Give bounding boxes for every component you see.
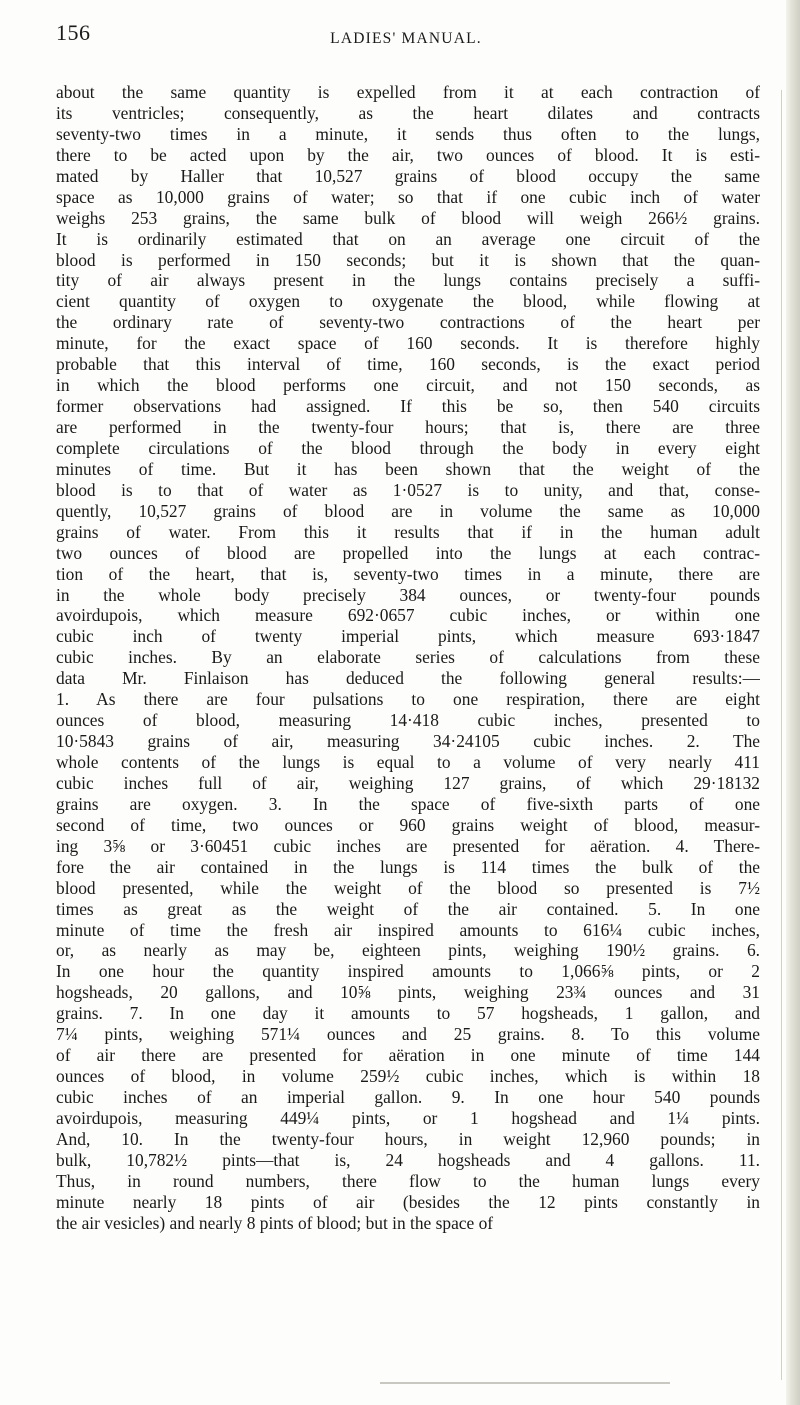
text-line: minute nearly 18 pints of air (besides the 12 pints constantly in [56, 1191, 760, 1212]
text-line: seventy-two times in a minute, it sends thus often to the lungs, [56, 123, 760, 144]
text-line: ounces of blood, measuring 14·418 cubic inches, presented to [56, 710, 760, 731]
text-line: bulk, 10,782½ pints—that is, 24 hogsheads and 4 gallons. 11. [56, 1149, 760, 1170]
text-line: its ventricles; consequently, as the heart dilates and contracts [56, 102, 760, 123]
text-line: It is ordinarily estimated that on an average one circuit of the [56, 228, 760, 249]
text-line: blood is to that of water as 1·0527 is to unity, and that, conse- [56, 479, 760, 500]
text-line: tity of air always present in the lungs contains precisely a suffi- [56, 270, 760, 291]
text-line: cient quantity of oxygen to oxygenate the blood, while flowing at [56, 291, 760, 312]
text-line: times as great as the weight of the air contained. 5. In one [56, 898, 760, 919]
text-line: whole contents of the lungs is equal to a volume of very nearly 411 [56, 752, 760, 772]
text-line: And, 10. In the twenty-four hours, in weight 12,960 pounds; in [56, 1128, 760, 1149]
text-line: hogsheads, 20 gallons, and 10⅝ pints, weighing 23¾ ounces and 31 [56, 982, 760, 1003]
text-line: cubic inches of an imperial gallon. 9. In one hour 540 pounds [56, 1087, 760, 1107]
text-line: 10·5843 grains of air, measuring 34·24105 cubic inches. 2. The [56, 731, 760, 752]
text-line: of air there are presented for aëration in one minute of time 144 [56, 1045, 760, 1066]
text-line: cubic inches full of air, weighing 127 grains, of which 29·18132 [56, 772, 760, 793]
text-line: two ounces of blood are propelled into the lungs at each contrac- [56, 542, 760, 563]
text-line: the ordinary rate of seventy-two contractions of the heart per [56, 312, 760, 333]
text-line: 7¼ pints, weighing 571¼ ounces and 25 grains. 8. To this volume [56, 1024, 760, 1045]
text-line: ing 3⅝ or 3·60451 cubic inches are presented for aëration. 4. There- [56, 835, 760, 856]
running-title: LADIES' MANUAL. [330, 30, 482, 47]
text-line: probable that this interval of time, 160 seconds, is the exact period [56, 354, 760, 375]
text-line: avoirdupois, measuring 449¼ pints, or 1 hogshead and 1¼ pints. [56, 1107, 760, 1128]
text-line: grains. 7. In one day it amounts to 57 hogsheads, 1 gallon, and [56, 1003, 760, 1024]
text-line: in which the blood performs one circuit, and not 150 seconds, as [56, 375, 760, 396]
text-line: former observations had assigned. If this be so, then 540 circuits [56, 396, 760, 417]
text-line: minutes of time. But it has been shown that the weight of the [56, 458, 760, 479]
text-line: minute, for the exact space of 160 seconds. It is therefore highly [56, 333, 760, 354]
text-line: grains are oxygen. 3. In the space of five-sixth parts of one [56, 793, 760, 814]
text-line: cubic inch of twenty imperial pints, which measure 693·1847 [56, 626, 760, 647]
running-head [56, 20, 756, 60]
text-line: avoirdupois, which measure 692·0657 cubic inches, or within one [56, 605, 760, 626]
text-line: data Mr. Finlaison has deduced the following general results:— [56, 668, 760, 689]
text-line: complete circulations of the blood through the body in every eight [56, 437, 760, 458]
text-line: tion of the heart, that is, seventy-two times in a minute, there are [56, 563, 760, 584]
text-line: are performed in the twenty-four hours; that is, there are three [56, 417, 760, 437]
text-line: ounces of blood, in volume 259½ cubic inches, which is within 18 [56, 1066, 760, 1087]
page-number: 156 [56, 20, 91, 45]
body-text [56, 82, 760, 1234]
text-line: mated by Haller that 10,527 grains of blood occupy the same [56, 165, 760, 186]
page-edge-shadow [786, 0, 800, 1405]
text-line: there to be acted upon by the air, two ounces of blood. It is esti- [56, 144, 760, 165]
text-line: in the whole body precisely 384 ounces, or twenty-four pounds [56, 584, 760, 605]
text-line: blood presented, while the weight of the blood so presented is 7½ [56, 877, 760, 898]
text-line: the air vesicles) and nearly 8 pints of blood; but in the space of [56, 1212, 494, 1233]
text-line: space as 10,000 grains of water; so that if one cubic inch of water [56, 186, 760, 207]
text-line: cubic inches. By an elaborate series of calculations from these [56, 647, 760, 668]
text-line: fore the air contained in the lungs is 114 times the bulk of the [56, 856, 760, 877]
text-line: about the same quantity is expelled from it at each contraction of [56, 82, 760, 102]
bottom-smudge [380, 1382, 670, 1384]
text-line: weighs 253 grains, the same bulk of blood will weigh 266½ grains. [56, 207, 760, 228]
text-line: grains of water. From this it results that if in the human adult [56, 521, 760, 542]
text-line: 1. As there are four pulsations to one respiration, there are eight [56, 689, 760, 710]
text-line: minute of time the fresh air inspired amounts to 616¼ cubic inches, [56, 919, 760, 940]
text-line: Thus, in round numbers, there flow to the human lungs every [56, 1170, 760, 1191]
text-line: or, as nearly as may be, eighteen pints, weighing 190½ grains. 6. [56, 940, 760, 961]
text-line: In one hour the quantity inspired amounts to 1,066⅝ pints, or 2 [56, 961, 760, 982]
page-edge-line [781, 90, 782, 1380]
text-line: second of time, two ounces or 960 grains weight of blood, measur- [56, 814, 760, 835]
text-line: blood is performed in 150 seconds; but it is shown that the quan- [56, 249, 760, 270]
text-line: quently, 10,527 grains of blood are in volume the same as 10,000 [56, 500, 760, 521]
